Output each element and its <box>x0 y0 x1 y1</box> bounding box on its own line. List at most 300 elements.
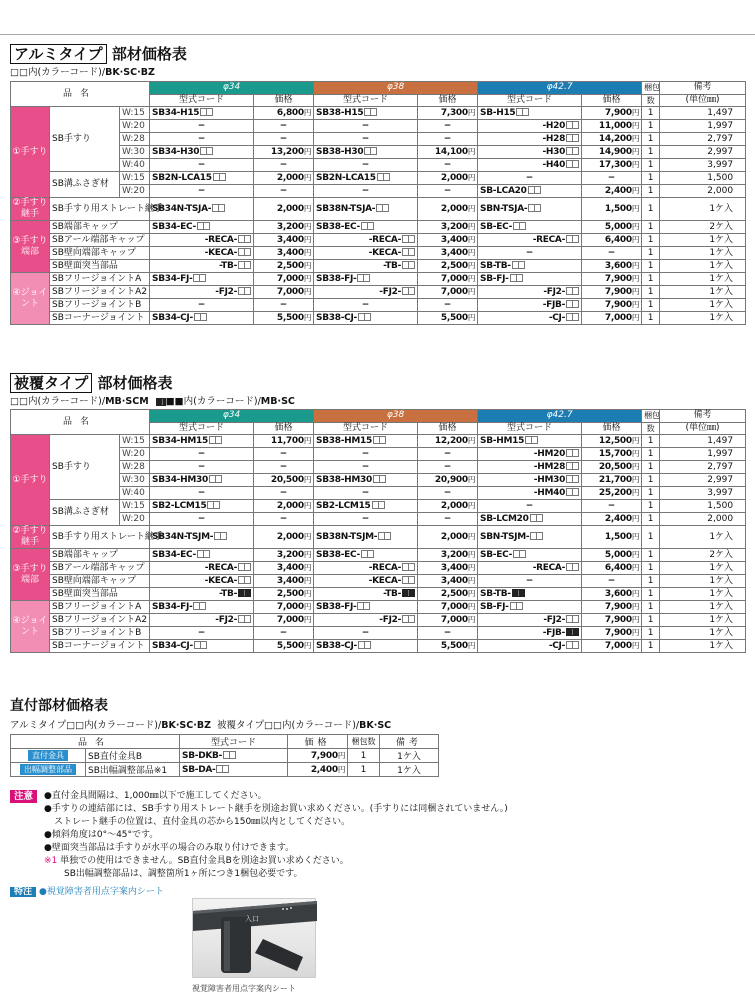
code-cell: − <box>314 627 418 640</box>
direct-code: SB-DKB- <box>180 749 288 763</box>
remarks-cell: 1,497 <box>660 107 746 120</box>
price-cell: 5,000円 <box>582 549 642 562</box>
price-cell: − <box>418 159 478 172</box>
table-row <box>11 312 746 325</box>
price-cell: − <box>254 487 314 500</box>
price-cell: 2,500円 <box>254 260 314 273</box>
price-cell: − <box>418 487 478 500</box>
price-cell: 7,900円 <box>582 601 642 614</box>
code-cell: SB-HM15 <box>478 435 582 448</box>
price-cell: − <box>418 461 478 474</box>
price-cell: 7,000円 <box>254 614 314 627</box>
pack-cell: 1 <box>642 513 660 526</box>
photo-caption: 視覚障害者用点字案内シート <box>192 984 296 993</box>
item-name: SBフリージョイントB <box>50 627 150 640</box>
price-cell: 6,800円 <box>254 107 314 120</box>
width-cell: W:40 <box>120 159 150 172</box>
direct-header-code: 型式コード <box>180 735 288 749</box>
note-line: ●直付金具間隔は、1,000㎜以下で施工してください。 <box>44 791 267 801</box>
price-cell: 7,900円 <box>582 107 642 120</box>
price-cell: 3,400円 <box>254 247 314 260</box>
remarks-cell: 1ケ入 <box>660 526 746 549</box>
price-cell: 2,400円 <box>582 513 642 526</box>
direct-header-remarks: 備考 <box>380 735 439 749</box>
note-line: ●手すりの連結部には、SB手すり用ストレート継手を別途お買い求めください。(手すりには同梱されていません。) <box>44 804 508 814</box>
code-cell: -FJ2- <box>314 614 418 627</box>
header-price: 価格 <box>418 94 478 107</box>
header-remarks: 備考 <box>660 82 746 95</box>
direct-pack: 1 <box>348 749 380 763</box>
price-cell: 3,400円 <box>418 234 478 247</box>
category-label: ①手すり <box>11 435 50 526</box>
header-code: 型式コード <box>478 422 582 435</box>
item-name: SBコーナージョイント <box>50 312 150 325</box>
price-cell: 2,400円 <box>582 185 642 198</box>
code-cell: SB-H15 <box>478 107 582 120</box>
table-row <box>11 614 746 627</box>
code-cell: SB34-CJ- <box>150 640 254 653</box>
code-cell: SBN-TSJM- <box>478 526 582 549</box>
note-line: ※1 単独での使用はできません。SB直付金具Bを別途お買い求めください。 <box>44 856 349 866</box>
code-cell: SB-FJ- <box>478 273 582 286</box>
item-name: SBコーナージョイント <box>50 640 150 653</box>
category-label: ③手すり端部 <box>11 549 50 601</box>
code-cell: SB-TB- <box>478 588 582 601</box>
code-cell: − <box>478 500 582 513</box>
header-pack-1: 梱包 <box>642 82 660 95</box>
table-row <box>11 474 746 487</box>
code-cell: SB34-FJ- <box>150 273 254 286</box>
code-cell: SB38-H30 <box>314 146 418 159</box>
header-unit: (単位㎜) <box>660 94 746 107</box>
table-row <box>11 273 746 286</box>
code-cell: -TB- <box>314 260 418 273</box>
price-cell: − <box>582 247 642 260</box>
header-dia-34: φ34 <box>150 410 314 423</box>
price-cell: 12,500円 <box>582 435 642 448</box>
direct-header-name: 品名 <box>11 735 180 749</box>
pack-cell: 1 <box>642 299 660 312</box>
price-cell: 12,200円 <box>418 435 478 448</box>
category-label: ①手すり <box>11 107 50 198</box>
price-cell: 3,400円 <box>418 562 478 575</box>
price-cell: 2,500円 <box>418 260 478 273</box>
pack-cell: 1 <box>642 562 660 575</box>
item-name: SBアール端部キャップ <box>50 234 150 247</box>
code-cell: SBN-TSJA- <box>478 198 582 221</box>
table-row <box>11 749 439 763</box>
code-cell: -RECA- <box>150 234 254 247</box>
photo-label: 入口 <box>245 915 259 923</box>
price-cell: 7,000円 <box>418 273 478 286</box>
table-row <box>11 133 746 146</box>
code-cell: − <box>314 513 418 526</box>
top-rule <box>0 34 755 35</box>
code-cell: -KECA- <box>314 247 418 260</box>
price-cell: 14,900円 <box>582 146 642 159</box>
code-cell: − <box>478 172 582 185</box>
pack-cell: 1 <box>642 588 660 601</box>
code-cell: − <box>150 185 254 198</box>
code-cell: − <box>478 575 582 588</box>
table-row <box>11 640 746 653</box>
price-cell: − <box>418 299 478 312</box>
header-unit: (単位㎜) <box>660 422 746 435</box>
price-cell: 7,900円 <box>582 299 642 312</box>
item-name: SB壁面突当部品 <box>50 588 150 601</box>
width-cell: W:15 <box>120 107 150 120</box>
pack-cell: 1 <box>642 159 660 172</box>
code-cell: − <box>150 120 254 133</box>
table-row <box>11 448 746 461</box>
pack-cell: 1 <box>642 461 660 474</box>
price-cell: − <box>254 185 314 198</box>
table-row <box>11 260 746 273</box>
code-cell: -HM28 <box>478 461 582 474</box>
price-cell: 11,700円 <box>254 435 314 448</box>
price-cell: 2,500円 <box>418 588 478 601</box>
remarks-cell: 1ケ入 <box>660 198 746 221</box>
remarks-cell: 1,500 <box>660 172 746 185</box>
code-cell: SB34-EC- <box>150 549 254 562</box>
width-cell: W:28 <box>120 461 150 474</box>
remarks-cell: 1ケ入 <box>660 627 746 640</box>
item-name: SBフリージョイントB <box>50 299 150 312</box>
code-cell: -KECA- <box>314 575 418 588</box>
price-cell: 7,000円 <box>254 601 314 614</box>
note-line: ストレート継手の位置は、直付金具の芯から150㎜以内としてください。 <box>54 817 351 827</box>
price-cell: 3,400円 <box>418 247 478 260</box>
pack-cell: 1 <box>642 198 660 221</box>
remarks-cell: 1,997 <box>660 120 746 133</box>
code-cell: SB-EC- <box>478 221 582 234</box>
item-name: SB手すり用ストレート継手 <box>50 526 150 549</box>
price-cell: − <box>418 448 478 461</box>
code-cell: -TB- <box>150 588 254 601</box>
code-cell: SB34-H15 <box>150 107 254 120</box>
code-cell: SB34-HM30 <box>150 474 254 487</box>
header-dia-38: φ38 <box>314 82 478 95</box>
code-cell: − <box>150 627 254 640</box>
pack-cell: 1 <box>642 146 660 159</box>
price-cell: − <box>254 120 314 133</box>
price-cell: 21,700円 <box>582 474 642 487</box>
item-name: SBフリージョイントA <box>50 601 150 614</box>
pack-cell: 1 <box>642 627 660 640</box>
remarks-cell: 2ケ入 <box>660 221 746 234</box>
code-cell: SB38-CJ- <box>314 640 418 653</box>
pack-cell: 1 <box>642 234 660 247</box>
price-cell: 3,200円 <box>418 549 478 562</box>
pack-cell: 1 <box>642 549 660 562</box>
direct-code: SB-DA- <box>180 763 288 777</box>
code-cell: − <box>314 299 418 312</box>
item-name: SBアール端部キャップ <box>50 562 150 575</box>
code-cell: -FJ2- <box>478 286 582 299</box>
code-cell: SB34N-TSJA- <box>150 198 254 221</box>
direct-tag: 出幅調整部品 <box>20 764 76 775</box>
price-cell: 7,900円 <box>582 614 642 627</box>
remarks-cell: 1ケ入 <box>660 562 746 575</box>
remarks-cell: 1,997 <box>660 448 746 461</box>
price-cell: 7,000円 <box>418 614 478 627</box>
price-cell: − <box>254 627 314 640</box>
code-cell: SB2N-LCA15 <box>150 172 254 185</box>
code-cell: SB38-FJ- <box>314 601 418 614</box>
price-cell: 5,000円 <box>582 221 642 234</box>
price-cell: 7,000円 <box>418 601 478 614</box>
price-cell: 5,500円 <box>418 640 478 653</box>
pack-cell: 1 <box>642 185 660 198</box>
price-cell: 2,500円 <box>254 588 314 601</box>
table-row <box>11 185 746 198</box>
direct-tag: 直付金具 <box>28 750 68 761</box>
header-code: 型式コード <box>314 422 418 435</box>
header-pack-1: 梱包 <box>642 410 660 423</box>
code-cell: -FJ2- <box>478 614 582 627</box>
table-row <box>11 107 746 120</box>
code-cell: -HM20 <box>478 448 582 461</box>
pack-cell: 1 <box>642 575 660 588</box>
note-line: ●壁面突当部品は手すりが水平の場合のみ取り付けできます。 <box>44 843 295 853</box>
alu-price-table <box>10 81 746 325</box>
price-cell: 2,000円 <box>418 198 478 221</box>
width-cell: W:30 <box>120 474 150 487</box>
hifuku-color-code-note: □□内(カラーコード)/MB·SCM ■■内(カラーコード)/MB·SC <box>10 396 295 407</box>
table-row <box>11 763 439 777</box>
price-cell: 3,400円 <box>418 575 478 588</box>
price-cell: 5,500円 <box>254 640 314 653</box>
code-cell: SB34N-TSJM- <box>150 526 254 549</box>
code-cell: SB34-EC- <box>150 221 254 234</box>
code-cell: -H40 <box>478 159 582 172</box>
price-cell: − <box>254 448 314 461</box>
code-cell: -CJ- <box>478 640 582 653</box>
code-cell: -RECA- <box>314 562 418 575</box>
category-label: ②手すり継手 <box>12 526 48 547</box>
table-row <box>11 234 746 247</box>
remarks-cell: 1ケ入 <box>660 273 746 286</box>
code-cell: − <box>150 487 254 500</box>
subcategory-label: SB手すり <box>50 107 120 172</box>
remarks-cell: 1ケ入 <box>660 234 746 247</box>
width-cell: W:40 <box>120 487 150 500</box>
code-cell: SB34-HM15 <box>150 435 254 448</box>
remarks-cell: 1ケ入 <box>660 614 746 627</box>
remarks-cell: 2,797 <box>660 133 746 146</box>
price-cell: 2,000円 <box>418 526 478 549</box>
code-cell: -RECA- <box>150 562 254 575</box>
item-name: SB端部キャップ <box>50 549 150 562</box>
price-cell: 2,000円 <box>418 500 478 513</box>
code-cell: -TB- <box>314 588 418 601</box>
direct-pack: 1 <box>348 763 380 777</box>
hifuku-price-table <box>10 409 746 653</box>
remarks-cell: 1ケ入 <box>660 575 746 588</box>
price-cell: 5,500円 <box>418 312 478 325</box>
pack-cell: 1 <box>642 120 660 133</box>
pack-cell: 1 <box>642 247 660 260</box>
code-cell: SB2N-LCA15 <box>314 172 418 185</box>
price-cell: 2,000円 <box>418 172 478 185</box>
price-cell: 20,500円 <box>254 474 314 487</box>
header-price: 価格 <box>582 94 642 107</box>
code-cell: -H28 <box>478 133 582 146</box>
price-cell: 3,400円 <box>254 562 314 575</box>
remarks-cell: 1ケ入 <box>660 588 746 601</box>
table-row <box>11 500 746 513</box>
pack-cell: 1 <box>642 487 660 500</box>
code-cell: SB38-HM30 <box>314 474 418 487</box>
code-cell: -RECA- <box>314 234 418 247</box>
table-row <box>11 549 746 562</box>
category-label: ③手すり端部 <box>11 221 50 273</box>
code-cell: SB38N-TSJA- <box>314 198 418 221</box>
code-cell: − <box>314 461 418 474</box>
price-cell: 25,200円 <box>582 487 642 500</box>
direct-price: 7,900円 <box>288 749 348 763</box>
price-cell: 3,200円 <box>254 221 314 234</box>
header-item-name: 品名 <box>11 410 150 435</box>
price-cell: 3,600円 <box>582 260 642 273</box>
remarks-cell: 1ケ入 <box>660 299 746 312</box>
code-cell: SB38-HM15 <box>314 435 418 448</box>
price-cell: 20,500円 <box>582 461 642 474</box>
table-row <box>11 575 746 588</box>
header-code: 型式コード <box>150 422 254 435</box>
width-cell: W:30 <box>120 146 150 159</box>
price-cell: 13,200円 <box>254 146 314 159</box>
item-name: SBフリージョイントA2 <box>50 286 150 299</box>
table-row <box>11 601 746 614</box>
width-cell: W:20 <box>120 185 150 198</box>
width-cell: W:28 <box>120 133 150 146</box>
remarks-cell: 1ケ入 <box>660 640 746 653</box>
code-cell: − <box>150 299 254 312</box>
width-cell: W:20 <box>120 120 150 133</box>
remarks-cell: 3,997 <box>660 487 746 500</box>
price-cell: 7,000円 <box>254 286 314 299</box>
pack-cell: 1 <box>642 312 660 325</box>
code-cell: SB-LCA20 <box>478 185 582 198</box>
remarks-cell: 1ケ入 <box>660 601 746 614</box>
item-name: SB壁向端部キャップ <box>50 575 150 588</box>
code-cell: SB38-H15 <box>314 107 418 120</box>
direct-remarks: 1ケ入 <box>380 763 439 777</box>
code-cell: − <box>314 120 418 133</box>
price-cell: − <box>418 513 478 526</box>
code-cell: -HM30 <box>478 474 582 487</box>
price-cell: 7,000円 <box>582 312 642 325</box>
code-cell: − <box>150 513 254 526</box>
price-cell: 5,500円 <box>254 312 314 325</box>
header-code: 型式コード <box>314 94 418 107</box>
code-cell: SB38-FJ- <box>314 273 418 286</box>
price-cell: 7,900円 <box>582 273 642 286</box>
alu-section-title: アルミタイプ 部材価格表 <box>10 44 187 64</box>
direct-item-name: SB出幅調整部品※1 <box>86 763 180 777</box>
notes-label: 注意 <box>10 790 37 803</box>
table-row <box>11 487 746 500</box>
table-row <box>11 588 746 601</box>
code-cell: SB38-EC- <box>314 549 418 562</box>
subcategory-label: SB溝ふさぎ材 <box>50 500 120 526</box>
pack-cell: 1 <box>642 448 660 461</box>
table-row <box>11 159 746 172</box>
table-row <box>11 198 746 221</box>
price-cell: 3,600円 <box>582 588 642 601</box>
pack-cell: 1 <box>642 435 660 448</box>
header-price: 価格 <box>254 94 314 107</box>
direct-section-title: 直付部材価格表 <box>10 698 108 714</box>
price-cell: 2,000円 <box>254 526 314 549</box>
table-row <box>11 172 746 185</box>
item-name: SB端部キャップ <box>50 221 150 234</box>
code-cell: SB-LCM20 <box>478 513 582 526</box>
price-cell: − <box>254 133 314 146</box>
pack-cell: 1 <box>642 172 660 185</box>
direct-price: 2,400円 <box>288 763 348 777</box>
table-row <box>11 299 746 312</box>
direct-header-price: 価格 <box>288 735 348 749</box>
remarks-cell: 2,797 <box>660 461 746 474</box>
table-row <box>11 562 746 575</box>
remarks-cell: 1ケ入 <box>660 286 746 299</box>
code-cell: -H20 <box>478 120 582 133</box>
pack-cell: 1 <box>642 273 660 286</box>
width-cell: W:15 <box>120 500 150 513</box>
remarks-cell: 2,997 <box>660 146 746 159</box>
code-cell: -FJ2- <box>150 286 254 299</box>
table-row <box>11 526 746 549</box>
table-row <box>11 221 746 234</box>
remarks-cell: 1,500 <box>660 500 746 513</box>
price-cell: 7,900円 <box>582 286 642 299</box>
code-cell: SB34-FJ- <box>150 601 254 614</box>
price-cell: − <box>418 185 478 198</box>
header-price: 価格 <box>418 422 478 435</box>
pack-cell: 1 <box>642 640 660 653</box>
special-order-note <box>10 886 164 899</box>
item-name: SBフリージョイントA2 <box>50 614 150 627</box>
price-cell: 2,000円 <box>254 198 314 221</box>
price-cell: − <box>418 133 478 146</box>
code-cell: − <box>150 133 254 146</box>
table-row <box>11 247 746 260</box>
remarks-cell: 1ケ入 <box>660 247 746 260</box>
remarks-cell: 3,997 <box>660 159 746 172</box>
hifuku-section-title: 被覆タイプ 部材価格表 <box>10 373 173 393</box>
price-cell: − <box>254 299 314 312</box>
table-row <box>11 435 746 448</box>
price-cell: − <box>582 500 642 513</box>
price-cell: 3,400円 <box>254 575 314 588</box>
price-cell: − <box>254 513 314 526</box>
code-cell: SB-FJ- <box>478 601 582 614</box>
price-cell: 14,200円 <box>582 133 642 146</box>
header-remarks: 備考 <box>660 410 746 423</box>
price-cell: 1,500円 <box>582 198 642 221</box>
code-cell: -FJ2- <box>314 286 418 299</box>
code-cell: − <box>314 487 418 500</box>
code-cell: SB-EC- <box>478 549 582 562</box>
code-cell: − <box>150 461 254 474</box>
code-cell: SB2-LCM15 <box>150 500 254 513</box>
price-cell: − <box>418 120 478 133</box>
price-cell: 7,300円 <box>418 107 478 120</box>
code-cell: − <box>314 448 418 461</box>
pack-cell: 1 <box>642 260 660 273</box>
